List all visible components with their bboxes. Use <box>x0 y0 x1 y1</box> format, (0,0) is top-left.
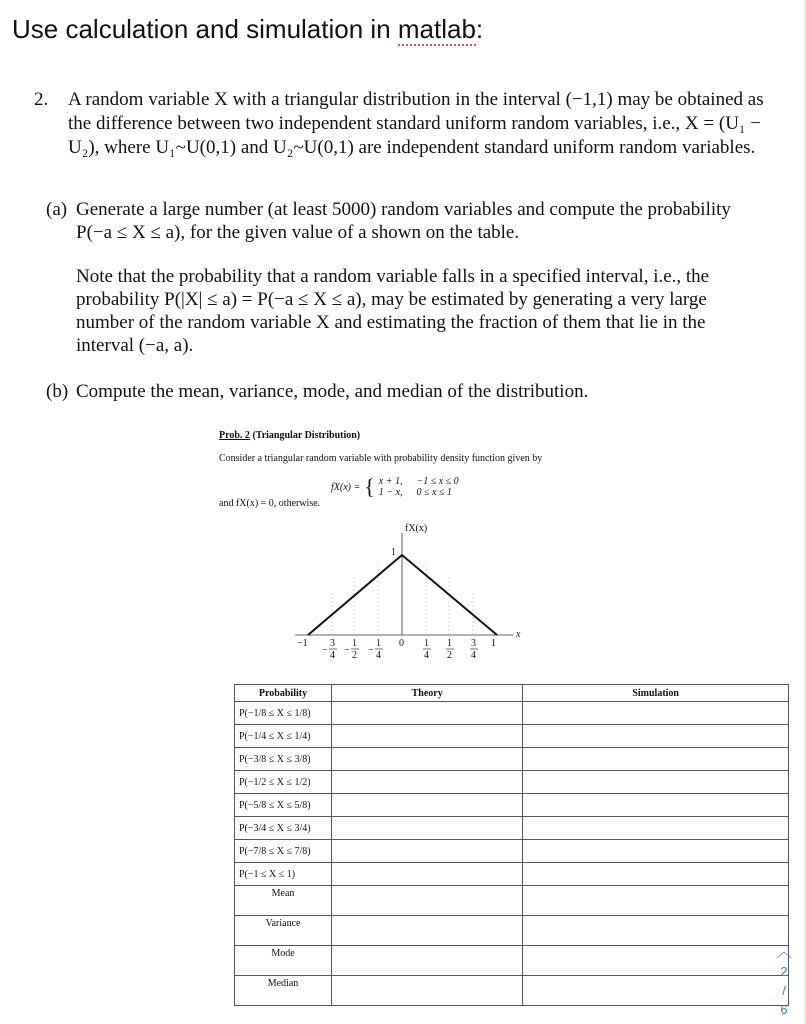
fraction-numerator: 1 <box>424 638 429 649</box>
fraction-minus-sign: − <box>368 645 374 656</box>
pdf-curve <box>308 555 497 635</box>
fraction-denominator: 2 <box>352 650 357 661</box>
fraction-minus-sign: − <box>344 645 350 656</box>
part-b-text: Compute the mean, variance, mode, and median of the distribution. <box>76 381 589 402</box>
problem-statement <box>34 88 774 160</box>
table-row <box>235 794 789 817</box>
probability-cell <box>235 863 332 886</box>
probability-expression: P(−3/4 ≤ X ≤ 3/4) <box>239 822 311 834</box>
probability-cell <box>235 771 332 794</box>
fraction-denominator: 4 <box>376 650 381 661</box>
page-current: 2 <box>780 964 788 979</box>
fraction-denominator: 2 <box>447 650 452 661</box>
table-row <box>235 725 789 748</box>
simulation-cell <box>523 748 789 771</box>
subproblem-number: Prob. 2 <box>219 430 250 441</box>
probability-expression: P(−1/4 ≤ X ≤ 1/4) <box>239 730 311 742</box>
fraction-denominator: 4 <box>330 650 335 661</box>
peak-label: 1 <box>391 547 396 558</box>
theory-cell <box>332 863 523 886</box>
spellcheck-word[interactable]: matlab <box>397 14 476 44</box>
fraction-numerator: 3 <box>471 638 476 649</box>
statistic-cell: Mode <box>235 946 332 976</box>
statistic-cell: Median <box>235 976 332 1006</box>
page-separator: / <box>782 983 786 998</box>
page-navigator[interactable] <box>774 943 794 1019</box>
fraction-numerator: 1 <box>352 638 357 649</box>
otherwise-text: and fX(x) = 0, otherwise. <box>219 498 321 509</box>
theory-cell <box>332 702 523 725</box>
theory-cell <box>332 748 523 771</box>
simulation-cell <box>523 886 789 916</box>
simulation-cell <box>523 863 789 886</box>
problem-number: 2. <box>34 89 49 110</box>
page-heading <box>12 14 483 45</box>
chevron-up-icon[interactable]: ︿ <box>775 944 792 961</box>
simulation-cell <box>523 794 789 817</box>
table-row <box>235 886 789 916</box>
probability-cell <box>235 840 332 863</box>
fraction-minus-sign: − <box>322 645 328 656</box>
header-probability: Probability <box>235 685 332 702</box>
y-axis-label: fX(x) <box>405 523 428 534</box>
table-row <box>235 863 789 886</box>
probability-expression: P(−3/8 ≤ X ≤ 3/8) <box>239 753 311 765</box>
table-row <box>235 946 789 976</box>
probability-cell <box>235 702 332 725</box>
subproblem-subtitle: (Triangular Distribution) <box>249 430 361 441</box>
pdf-definition <box>331 476 459 498</box>
simulation-cell <box>523 725 789 748</box>
simulation-cell <box>523 702 789 725</box>
theory-cell <box>332 840 523 863</box>
case2-cond: 0 ≤ x ≤ 1 <box>416 487 452 498</box>
fraction-numerator: 3 <box>330 638 335 649</box>
table-row <box>235 976 789 1006</box>
statistic-cell: Variance <box>235 916 332 946</box>
table-row <box>235 702 789 725</box>
simulation-cell <box>523 817 789 840</box>
part-a-text: Generate a large number (at least 5000) random variables and compute the probability P(−a ≤ X ≤ a), for the given value of a shown on the table. <box>76 199 731 243</box>
theory-cell <box>332 886 523 916</box>
header-theory: Theory <box>332 685 523 702</box>
theory-cell <box>332 771 523 794</box>
page-total: 6 <box>780 1002 788 1017</box>
header-simulation: Simulation <box>523 685 789 702</box>
part-b-label: (b) <box>46 381 69 402</box>
triangle-pdf-graph <box>285 515 535 665</box>
fraction-numerator: 1 <box>447 638 452 649</box>
simulation-cell <box>523 840 789 863</box>
simulation-cell <box>523 916 789 946</box>
theory-cell <box>332 946 523 976</box>
tick-minus-one: −1 <box>297 638 308 649</box>
statistic-cell: Mean <box>235 886 332 916</box>
fraction-denominator: 4 <box>424 650 429 661</box>
table-row <box>235 748 789 771</box>
probability-expression: P(−1 ≤ X ≤ 1) <box>239 868 296 880</box>
table-row <box>235 771 789 794</box>
fraction-denominator: 4 <box>471 650 476 661</box>
pdf-brace: { <box>364 474 375 499</box>
theory-cell <box>332 916 523 946</box>
probability-expression: P(−7/8 ≤ X ≤ 7/8) <box>239 845 311 857</box>
theory-cell <box>332 817 523 840</box>
note-paragraph: Note that the probability that a random variable falls in a specified interval, i.e., the probability P(|X| ≤ a) = P(−a ≤ X ≤ a), may be estimated by generating a very large number of the random variable X and estimating the fraction of them that lie in the interval (−a, a). <box>76 266 710 356</box>
theory-cell <box>332 976 523 1006</box>
probability-expression: P(−1/2 ≤ X ≤ 1/2) <box>239 776 311 788</box>
case1-cond: −1 ≤ x ≤ 0 <box>416 476 459 487</box>
part-a <box>46 198 766 244</box>
consider-text: Consider a triangular random variable with probability density function given by <box>219 453 543 464</box>
simulation-cell <box>523 976 789 1006</box>
results-table <box>234 684 789 1006</box>
subproblem-title <box>219 430 360 441</box>
table-row <box>235 817 789 840</box>
probability-cell <box>235 748 332 771</box>
probability-expression: P(−5/8 ≤ X ≤ 5/8) <box>239 799 311 811</box>
guide-lines <box>332 562 473 635</box>
pdf-lhs: fX(x) = <box>331 481 361 493</box>
probability-cell <box>235 817 332 840</box>
probability-cell <box>235 794 332 817</box>
part-b <box>46 380 766 403</box>
simulation-cell <box>523 771 789 794</box>
tick-one: 1 <box>491 638 496 649</box>
fraction-numerator: 1 <box>376 638 381 649</box>
table-row <box>235 916 789 946</box>
x-axis-label: x <box>516 629 521 640</box>
problem-text: A random variable X with a triangular distribution in the interval (−1,1) may be obtained as the difference between two independent standard uniform random variables, i.e., X = (U₁ − U₂), where U₁~U(0,1) and U₂~U(0,1) are independent standard uniform random variables. <box>68 89 764 158</box>
pdf-cases <box>379 476 459 498</box>
tick-zero: 0 <box>399 638 404 649</box>
table-body <box>235 702 789 1006</box>
case2-expr: 1 − x, <box>378 487 403 498</box>
theory-cell <box>332 794 523 817</box>
probability-cell <box>235 725 332 748</box>
part-a-label: (a) <box>46 199 68 220</box>
heading-text: Use calculation and simulation in <box>12 14 398 44</box>
probability-expression: P(−1/8 ≤ X ≤ 1/8) <box>239 707 311 719</box>
theory-cell <box>332 725 523 748</box>
table-row <box>235 840 789 863</box>
simulation-cell <box>523 946 789 976</box>
heading-colon: : <box>475 14 484 44</box>
case1-expr: x + 1, <box>378 476 403 487</box>
table-header-row <box>235 685 789 702</box>
